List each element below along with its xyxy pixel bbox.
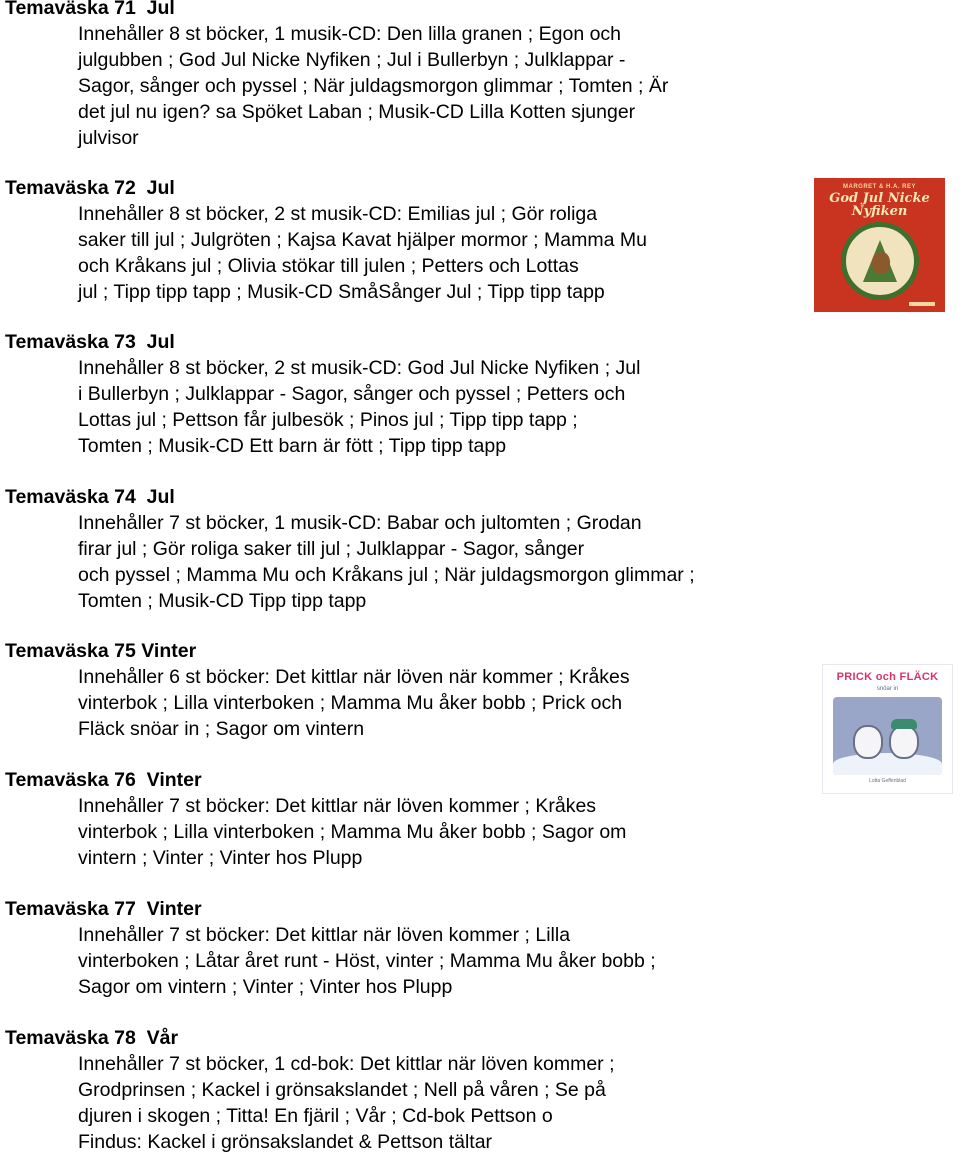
entry-heading: Temaväska 78 Vår xyxy=(5,1027,179,1049)
entry-line: Innehåller 6 st böcker: Det kittlar när löven när kommer ; Kråkes xyxy=(78,666,630,688)
snow-hill-illustration xyxy=(833,753,942,775)
entry-line: Sagor, sånger och pyssel ; När juldagsmorgon glimmar ; Tomten ; Är xyxy=(78,75,669,97)
entry-heading: Temaväska 72 Jul xyxy=(5,177,175,199)
entry-line: vintern ; Vinter ; Vinter hos Plupp xyxy=(78,847,363,869)
entry-line: julgubben ; God Jul Nicke Nyfiken ; Jul i Bullerbyn ; Julklappar - xyxy=(78,49,626,71)
entry-line: saker till jul ; Julgröten ; Kajsa Kavat hjälper mormor ; Mamma Mu xyxy=(78,229,647,251)
entry-line: Innehåller 7 st böcker, 1 cd-bok: Det kittlar när löven kommer ; xyxy=(78,1053,615,1075)
entry-heading: Temaväska 76 Vinter xyxy=(5,769,202,791)
entry-line: och pyssel ; Mamma Mu och Kråkans jul ; När juldagsmorgon glimmar ; xyxy=(78,564,695,586)
entry-line: firar jul ; Gör roliga saker till jul ; Julklappar - Sagor, sånger xyxy=(78,538,585,560)
entry-line: Innehåller 8 st böcker, 2 st musik-CD: God Jul Nicke Nyfiken ; Jul xyxy=(78,357,641,379)
entry-line: och Kråkans jul ; Olivia stökar till julen ; Petters och Lottas xyxy=(78,255,579,277)
character-flack-illustration xyxy=(889,725,919,759)
monkey-illustration xyxy=(872,252,890,274)
book-cover-prick-och-flack xyxy=(822,664,953,794)
cover-author-text: MARGRET & H.A. REY xyxy=(842,184,916,190)
book-cover-god-jul-nicke-nyfiken xyxy=(814,178,945,312)
entry-line: Innehåller 8 st böcker, 2 st musik-CD: Emilias jul ; Gör roliga xyxy=(78,203,598,225)
hat-illustration xyxy=(891,719,917,729)
entry-heading: Temaväska 71 Jul xyxy=(5,0,175,19)
entry-line: julvisor xyxy=(78,127,139,149)
entry-line: vinterbok ; Lilla vinterboken ; Mamma Mu åker bobb ; Prick och xyxy=(78,692,623,714)
entry-line: djuren i skogen ; Titta! En fjäril ; Vår ; Cd-bok Pettson o xyxy=(78,1105,553,1127)
entry-line: i Bullerbyn ; Julklappar - Sagor, sånger och pyssel ; Petters och xyxy=(78,383,626,405)
entry-heading: Temaväska 77 Vinter xyxy=(5,898,202,920)
entry-line: vinterboken ; Låtar året runt - Höst, vinter ; Mamma Mu åker bobb ; xyxy=(78,950,656,972)
publisher-mark xyxy=(909,302,935,306)
entry-heading: Temaväska 73 Jul xyxy=(5,331,175,353)
entry-line: Tomten ; Musik-CD Tipp tipp tapp xyxy=(78,590,367,612)
character-prick-illustration xyxy=(853,725,883,759)
entry-line: Innehåller 8 st böcker, 1 musik-CD: Den lilla granen ; Egon och xyxy=(78,23,622,45)
entry-line: Grodprinsen ; Kackel i grönsakslandet ; Nell på våren ; Se på xyxy=(78,1079,606,1101)
entry-heading: Temaväska 74 Jul xyxy=(5,486,175,508)
entry-line: Innehåller 7 st böcker: Det kittlar när löven kommer ; Lilla xyxy=(78,924,571,946)
entry-line: Tomten ; Musik-CD Ett barn är fött ; Tipp tipp tapp xyxy=(78,435,507,457)
entry-line: Sagor om vintern ; Vinter ; Vinter hos Plupp xyxy=(78,976,453,998)
cover-author-text: Lotta Geffenblad xyxy=(869,778,906,784)
entry-line: Findus: Kackel i grönsakslandet & Pettson tältar xyxy=(78,1131,493,1153)
cover-title-text: PRICK och FLÄCK xyxy=(836,671,939,683)
entry-heading: Temaväska 75 Vinter xyxy=(5,640,197,662)
entry-line: jul ; Tipp tipp tapp ; Musik-CD SmåSånger Jul ; Tipp tipp tapp xyxy=(78,281,605,303)
entry-line: Innehåller 7 st böcker, 1 musik-CD: Babar och jultomten ; Grodan xyxy=(78,512,642,534)
entry-line: Fläck snöar in ; Sagor om vintern xyxy=(78,718,365,740)
entry-line: Innehåller 7 st böcker: Det kittlar när löven kommer ; Kråkes xyxy=(78,795,597,817)
cover-subtitle-text: snöar in xyxy=(876,686,899,692)
entry-line: vinterbok ; Lilla vinterboken ; Mamma Mu åker bobb ; Sagor om xyxy=(78,821,627,843)
cover-title-text: God Jul Nicke Nyfiken xyxy=(829,191,930,219)
entry-line: Lottas jul ; Pettson får julbesök ; Pinos jul ; Tipp tipp tapp ; xyxy=(78,409,578,431)
entry-line: det jul nu igen? sa Spöket Laban ; Musik-CD Lilla Kotten sjunger xyxy=(78,101,636,123)
